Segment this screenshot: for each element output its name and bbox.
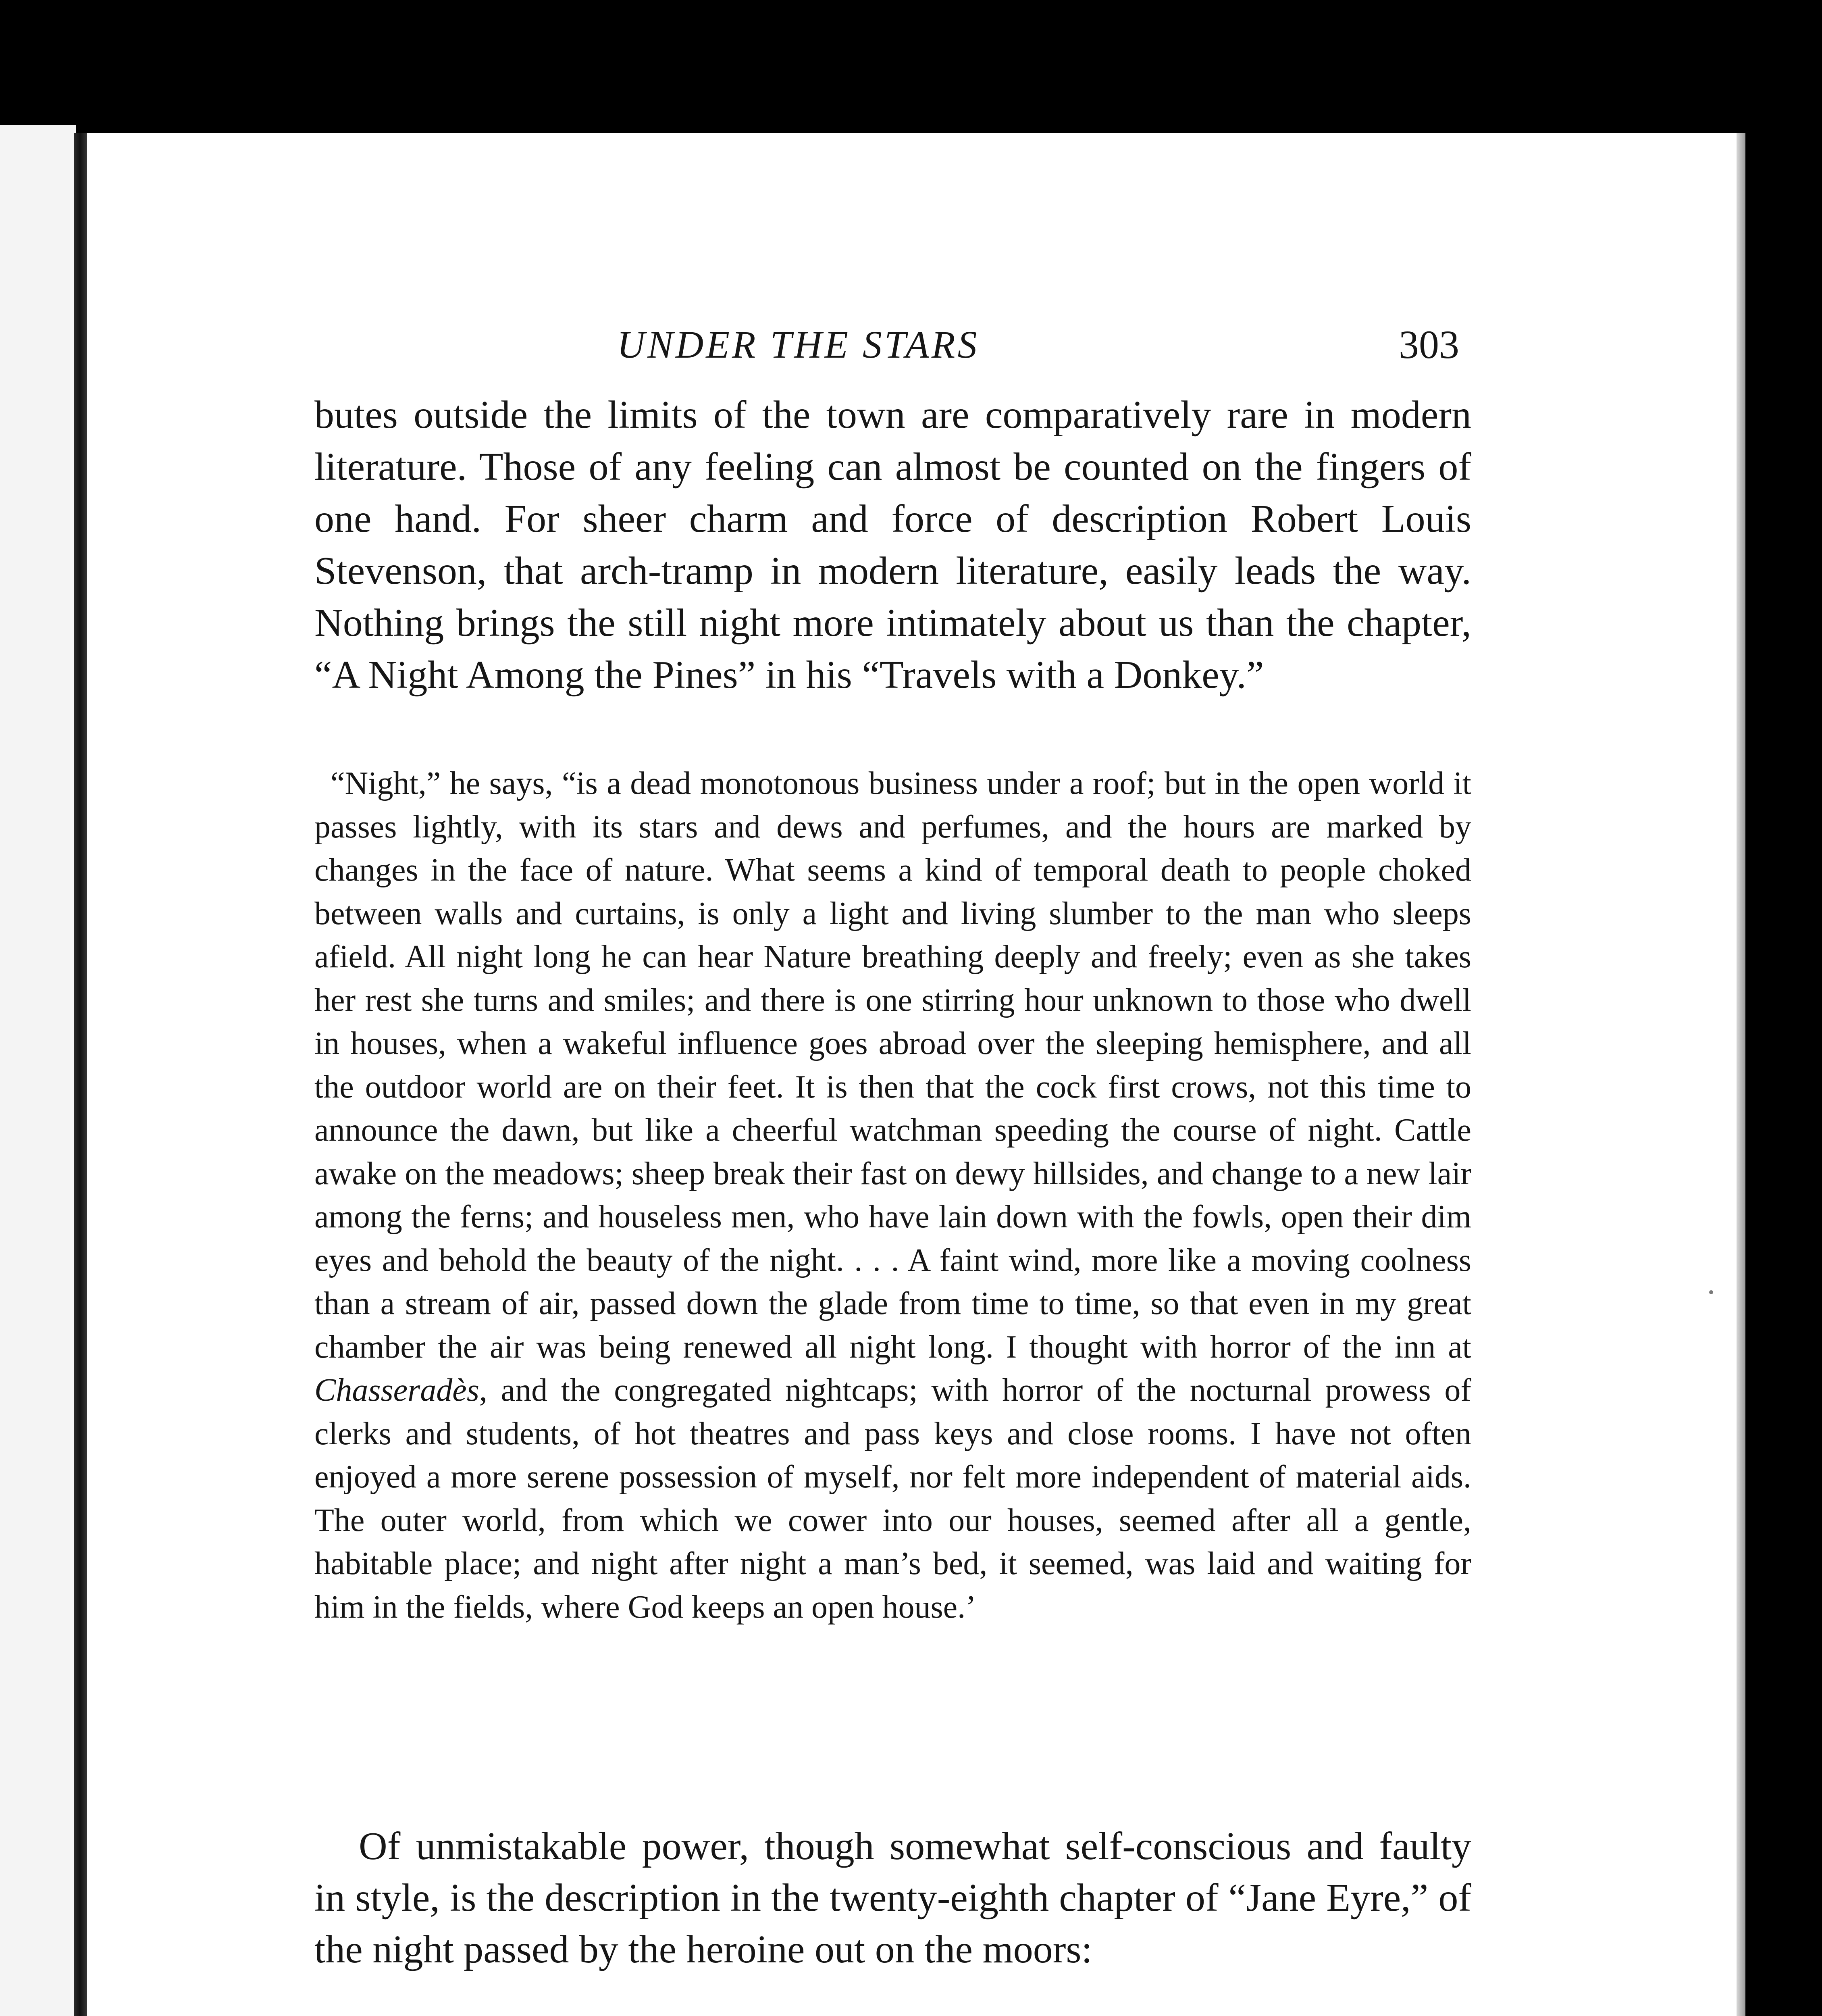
running-title: UNDER THE STARS <box>617 323 980 366</box>
book-gutter <box>74 133 88 2016</box>
quotation-text-1a: “Night,” he says, “is a dead monotonous business under a roof; but in the open world it passes lightly, with its stars and dews and perfumes, and the hours are marked by changes in the face of nature. What seems a kind of temporal death to people choked between walls and curtains, is only a light and living slumber to the man who sleeps afield. All night long he can hear Nature breathing deeply and freely; even as she takes her rest she turns and smiles; and there is one stirring hour unknown to those who dwell in houses, when a wakeful influence goes abroad over the sleeping hemisphere, and all the outdoor world are on their feet. It is then that the cock first crows, not this time to announce the dawn, but like a cheerful watchman speeding the course of night. Cattle awake on the meadows; sheep break their fast on dewy hillsides, and change to a new lair among the ferns; and houseless men, who have lain down with the fowls, open their dim eyes and behold the beauty of the night. . . . A faint wind, more like a moving coolness than a stream of air, passed down the glade from time to time, so that even in my great chamber the air was being renewed all night long. I thought with horror of the inn at <box>314 766 1471 1365</box>
body-paragraph-1: butes outside the limits of the town are comparatively rare in modern literature. Those of any feeling can almost be counted on the fingers of one hand. For sheer charm and force of description Robert Louis Stevenson, that arch-tramp in modern literature, easily leads the way. Nothing brings the still night more intimately about us than the chapter, “A Night Among the Pines” in his “Travels with a Donkey.” <box>314 393 1471 697</box>
stevenson-quotation <box>314 762 1471 1629</box>
scan-speck <box>1709 1290 1713 1294</box>
page-number: 303 <box>1399 322 1459 367</box>
running-header <box>314 314 1459 375</box>
facing-page-edge <box>0 125 76 2016</box>
body-paragraph-2: Of unmistakable power, though somewhat self-conscious and faulty in style, is the description in the twenty-eighth chapter of “Jane Eyre,” of the night passed by the heroine out on the moors: <box>314 1824 1471 1971</box>
inn-name-italic: Chasseradès <box>314 1372 479 1408</box>
quotation-text-1b: , and the congregated nightcaps; with horror of the nocturnal prowess of clerks and students, of hot theatres and pass keys and close rooms. I have not often enjoyed a more serene possession of myself, nor felt more independent of material aids. The outer world, from which we cower into our houses, seemed after all a gentle, habitable place; and night after night a man’s bed, it seemed, was laid and waiting for him in the fields, where God keeps an open house.’ <box>314 1372 1471 1625</box>
page-edge-shadow <box>1737 133 1745 2016</box>
